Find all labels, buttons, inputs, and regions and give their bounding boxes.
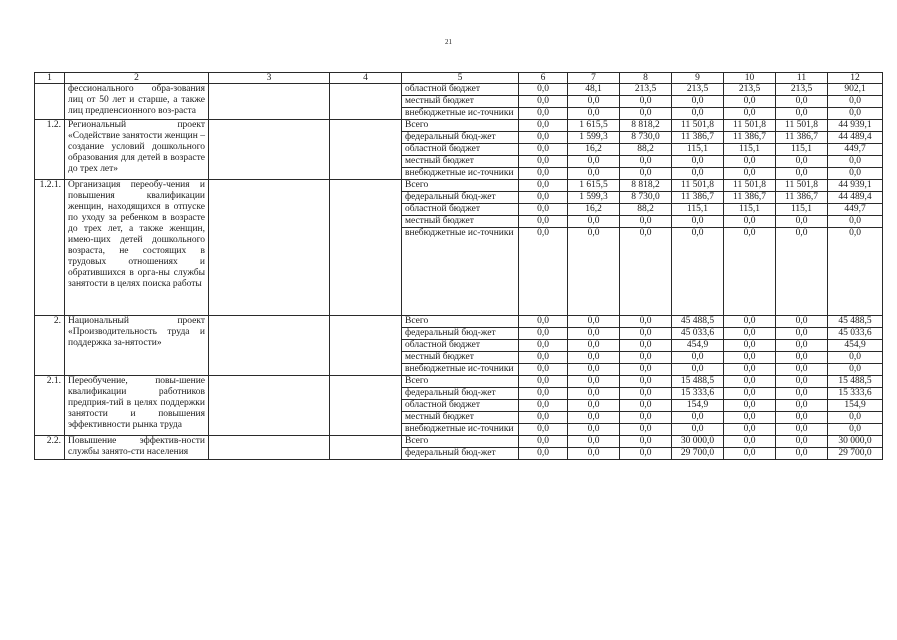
amount-cell: 0,0 (776, 424, 828, 436)
amount-cell: 0,0 (724, 388, 776, 400)
amount-cell: 115,1 (776, 144, 828, 156)
amount-cell: 0,0 (519, 156, 568, 168)
amount-cell: 0,0 (519, 376, 568, 388)
amount-cell: 0,0 (568, 376, 620, 388)
amount-cell: 15 488,5 (828, 376, 883, 388)
amount-cell: 0,0 (776, 316, 828, 328)
funding-source: областной бюджет (402, 340, 519, 352)
column-header: 9 (672, 73, 724, 84)
amount-cell: 0,0 (724, 424, 776, 436)
funding-source: федеральный бюд-жет (402, 192, 519, 204)
item-name: фессионального обра-зования лиц от 50 лет и старше, а также лиц предпенсионного воз-раста (65, 84, 209, 120)
budget-table (34, 72, 883, 460)
funding-source: Всего (402, 120, 519, 132)
amount-cell: 0,0 (519, 132, 568, 144)
amount-cell: 0,0 (620, 436, 672, 448)
amount-cell: 0,0 (568, 412, 620, 424)
amount-cell: 213,5 (724, 84, 776, 96)
amount-cell: 0,0 (519, 424, 568, 436)
amount-cell: 0,0 (828, 424, 883, 436)
amount-cell: 11 386,7 (672, 192, 724, 204)
funding-source: областной бюджет (402, 144, 519, 156)
amount-cell: 0,0 (519, 364, 568, 376)
amount-cell: 0,0 (568, 448, 620, 460)
amount-cell: 213,5 (776, 84, 828, 96)
amount-cell: 0,0 (776, 328, 828, 340)
amount-cell: 0,0 (776, 352, 828, 364)
amount-cell: 0,0 (672, 156, 724, 168)
responsible-cell (209, 316, 330, 376)
amount-cell: 0,0 (672, 364, 724, 376)
responsible-cell (209, 180, 330, 316)
amount-cell: 48,1 (568, 84, 620, 96)
amount-cell: 45 488,5 (672, 316, 724, 328)
amount-cell: 44 489,4 (828, 192, 883, 204)
amount-cell: 0,0 (672, 168, 724, 180)
amount-cell: 11 501,8 (776, 120, 828, 132)
amount-cell: 11 501,8 (672, 120, 724, 132)
funding-source: внебюджетные ис-точники (402, 228, 519, 316)
amount-cell: 29 700,0 (672, 448, 724, 460)
amount-cell: 0,0 (724, 436, 776, 448)
amount-cell: 0,0 (519, 144, 568, 156)
page-number: 21 (445, 38, 452, 46)
participant-cell (330, 84, 402, 120)
column-header: 5 (402, 73, 519, 84)
amount-cell: 0,0 (568, 388, 620, 400)
amount-cell: 8 818,2 (620, 180, 672, 192)
amount-cell: 0,0 (620, 108, 672, 120)
funding-source: федеральный бюд-жет (402, 388, 519, 400)
amount-cell: 11 386,7 (724, 192, 776, 204)
amount-cell: 15 488,5 (672, 376, 724, 388)
amount-cell: 0,0 (568, 216, 620, 228)
amount-cell: 0,0 (776, 376, 828, 388)
item-number: 2.2. (35, 436, 65, 460)
funding-source: областной бюджет (402, 84, 519, 96)
amount-cell: 0,0 (724, 156, 776, 168)
amount-cell: 11 386,7 (776, 132, 828, 144)
amount-cell: 0,0 (568, 364, 620, 376)
amount-cell: 0,0 (724, 364, 776, 376)
amount-cell: 0,0 (568, 96, 620, 108)
amount-cell: 0,0 (776, 228, 828, 316)
amount-cell: 154,9 (828, 400, 883, 412)
amount-cell: 0,0 (519, 204, 568, 216)
responsible-cell (209, 84, 330, 120)
amount-cell: 0,0 (828, 96, 883, 108)
funding-source: Всего (402, 316, 519, 328)
amount-cell: 16,2 (568, 204, 620, 216)
amount-cell: 0,0 (620, 156, 672, 168)
amount-cell: 0,0 (724, 316, 776, 328)
funding-source: внебюджетные ис-точники (402, 364, 519, 376)
participant-cell (330, 436, 402, 460)
column-header: 8 (620, 73, 672, 84)
amount-cell: 0,0 (568, 400, 620, 412)
item-name: Национальный проект «Производительность труда и поддержка за-нятости» (65, 316, 209, 376)
funding-source: внебюджетные ис-точники (402, 108, 519, 120)
amount-cell: 8 818,2 (620, 120, 672, 132)
amount-cell: 0,0 (672, 96, 724, 108)
amount-cell: 15 333,6 (828, 388, 883, 400)
amount-cell: 0,0 (519, 84, 568, 96)
responsible-cell (209, 120, 330, 180)
funding-source: федеральный бюд-жет (402, 448, 519, 460)
participant-cell (330, 120, 402, 180)
amount-cell: 0,0 (724, 340, 776, 352)
amount-cell: 11 501,8 (724, 180, 776, 192)
amount-cell: 0,0 (724, 96, 776, 108)
amount-cell: 0,0 (568, 328, 620, 340)
amount-cell: 29 700,0 (828, 448, 883, 460)
column-header: 4 (330, 73, 402, 84)
amount-cell: 0,0 (568, 424, 620, 436)
amount-cell: 0,0 (672, 424, 724, 436)
funding-source: Всего (402, 436, 519, 448)
amount-cell: 0,0 (620, 388, 672, 400)
funding-source: местный бюджет (402, 352, 519, 364)
column-header: 6 (519, 73, 568, 84)
header-row (35, 73, 883, 84)
participant-cell (330, 180, 402, 316)
funding-source: местный бюджет (402, 96, 519, 108)
table-row (35, 376, 883, 388)
responsible-cell (209, 376, 330, 436)
amount-cell: 1 599,3 (568, 192, 620, 204)
amount-cell: 45 488,5 (828, 316, 883, 328)
amount-cell: 0,0 (568, 228, 620, 316)
amount-cell: 0,0 (568, 156, 620, 168)
amount-cell: 0,0 (828, 228, 883, 316)
amount-cell: 0,0 (776, 400, 828, 412)
amount-cell: 449,7 (828, 204, 883, 216)
amount-cell: 0,0 (620, 168, 672, 180)
amount-cell: 0,0 (776, 108, 828, 120)
amount-cell: 0,0 (776, 156, 828, 168)
amount-cell: 30 000,0 (828, 436, 883, 448)
amount-cell: 0,0 (724, 228, 776, 316)
amount-cell: 0,0 (620, 352, 672, 364)
amount-cell: 0,0 (620, 412, 672, 424)
column-header: 12 (828, 73, 883, 84)
funding-source: федеральный бюд-жет (402, 328, 519, 340)
amount-cell: 0,0 (568, 168, 620, 180)
amount-cell: 0,0 (568, 108, 620, 120)
table-row (35, 120, 883, 132)
amount-cell: 0,0 (724, 400, 776, 412)
amount-cell: 0,0 (776, 340, 828, 352)
amount-cell: 11 386,7 (776, 192, 828, 204)
funding-source: областной бюджет (402, 400, 519, 412)
amount-cell: 0,0 (620, 340, 672, 352)
amount-cell: 0,0 (776, 448, 828, 460)
amount-cell: 0,0 (672, 216, 724, 228)
amount-cell: 1 615,5 (568, 120, 620, 132)
amount-cell: 0,0 (776, 216, 828, 228)
amount-cell: 115,1 (724, 144, 776, 156)
funding-source: Всего (402, 180, 519, 192)
amount-cell: 0,0 (672, 108, 724, 120)
amount-cell: 0,0 (776, 96, 828, 108)
item-name: Переобучение, повы-шение квалификации работников предприя-тий в целях поддержки занятости и повышения эффективности рынка труда (65, 376, 209, 436)
amount-cell: 0,0 (828, 412, 883, 424)
amount-cell: 0,0 (620, 400, 672, 412)
funding-source: внебюджетные ис-точники (402, 168, 519, 180)
table-row (35, 180, 883, 192)
amount-cell: 0,0 (724, 412, 776, 424)
amount-cell: 0,0 (620, 424, 672, 436)
column-header: 11 (776, 73, 828, 84)
amount-cell: 11 386,7 (724, 132, 776, 144)
amount-cell: 0,0 (724, 376, 776, 388)
column-header: 3 (209, 73, 330, 84)
amount-cell: 44 939,1 (828, 120, 883, 132)
amount-cell: 449,7 (828, 144, 883, 156)
amount-cell: 0,0 (519, 96, 568, 108)
amount-cell: 0,0 (568, 316, 620, 328)
amount-cell: 0,0 (519, 216, 568, 228)
column-header: 7 (568, 73, 620, 84)
column-header: 10 (724, 73, 776, 84)
amount-cell: 44 939,1 (828, 180, 883, 192)
amount-cell: 0,0 (828, 352, 883, 364)
responsible-cell (209, 436, 330, 460)
amount-cell: 11 386,7 (672, 132, 724, 144)
amount-cell: 45 033,6 (672, 328, 724, 340)
amount-cell: 0,0 (519, 120, 568, 132)
column-header: 1 (35, 73, 65, 84)
participant-cell (330, 376, 402, 436)
amount-cell: 213,5 (672, 84, 724, 96)
participant-cell (330, 316, 402, 376)
amount-cell: 0,0 (620, 316, 672, 328)
amount-cell: 1 615,5 (568, 180, 620, 192)
amount-cell: 8 730,0 (620, 192, 672, 204)
item-name: Региональный проект «Содействие занятости женщин – создание условий дошкольного образования для детей в возрасте до трех лет» (65, 120, 209, 180)
funding-source: федеральный бюд-жет (402, 132, 519, 144)
item-name: Повышение эффектив-ности службы занято-сти населения (65, 436, 209, 460)
amount-cell: 0,0 (828, 216, 883, 228)
amount-cell: 88,2 (620, 144, 672, 156)
amount-cell: 0,0 (672, 228, 724, 316)
amount-cell: 0,0 (776, 364, 828, 376)
amount-cell: 0,0 (519, 180, 568, 192)
funding-source: внебюджетные ис-точники (402, 424, 519, 436)
amount-cell: 0,0 (568, 340, 620, 352)
amount-cell: 11 501,8 (724, 120, 776, 132)
amount-cell: 45 033,6 (828, 328, 883, 340)
amount-cell: 454,9 (828, 340, 883, 352)
amount-cell: 0,0 (828, 168, 883, 180)
amount-cell: 0,0 (724, 328, 776, 340)
amount-cell: 0,0 (519, 228, 568, 316)
amount-cell: 15 333,6 (672, 388, 724, 400)
amount-cell: 0,0 (519, 352, 568, 364)
amount-cell: 0,0 (568, 352, 620, 364)
amount-cell: 0,0 (620, 96, 672, 108)
amount-cell: 213,5 (620, 84, 672, 96)
item-number: 1.2.1. (35, 180, 65, 316)
amount-cell: 115,1 (672, 144, 724, 156)
amount-cell: 115,1 (672, 204, 724, 216)
item-number: 2. (35, 316, 65, 376)
table-row (35, 84, 883, 96)
amount-cell: 0,0 (519, 436, 568, 448)
amount-cell: 0,0 (828, 364, 883, 376)
amount-cell: 0,0 (776, 168, 828, 180)
amount-cell: 0,0 (776, 412, 828, 424)
amount-cell: 0,0 (519, 328, 568, 340)
amount-cell: 1 599,3 (568, 132, 620, 144)
item-number: 1.2. (35, 120, 65, 180)
amount-cell: 0,0 (724, 168, 776, 180)
amount-cell: 0,0 (672, 412, 724, 424)
amount-cell: 0,0 (724, 216, 776, 228)
table-row (35, 316, 883, 328)
amount-cell: 0,0 (519, 192, 568, 204)
amount-cell: 16,2 (568, 144, 620, 156)
funding-source: местный бюджет (402, 156, 519, 168)
amount-cell: 115,1 (776, 204, 828, 216)
amount-cell: 0,0 (776, 436, 828, 448)
amount-cell: 0,0 (519, 108, 568, 120)
amount-cell: 0,0 (519, 168, 568, 180)
amount-cell: 11 501,8 (672, 180, 724, 192)
amount-cell: 0,0 (724, 448, 776, 460)
amount-cell: 0,0 (620, 328, 672, 340)
amount-cell: 0,0 (519, 388, 568, 400)
amount-cell: 0,0 (724, 352, 776, 364)
amount-cell: 0,0 (672, 352, 724, 364)
amount-cell: 11 501,8 (776, 180, 828, 192)
amount-cell: 0,0 (519, 412, 568, 424)
amount-cell: 0,0 (620, 228, 672, 316)
amount-cell: 0,0 (620, 376, 672, 388)
funding-source: областной бюджет (402, 204, 519, 216)
amount-cell: 44 489,4 (828, 132, 883, 144)
item-name: Организация переобу-чения и повышения квалификации женщин, находящихся в отпуске по уходу за ребенком в возрасте до трех лет, а также женщин, имею-щих детей дошкольного возраста, не состоящих в трудовых отношениях и обратившихся в орга-ны службы занятости в целях поиска работы (65, 180, 209, 316)
amount-cell: 902,1 (828, 84, 883, 96)
amount-cell: 0,0 (776, 388, 828, 400)
amount-cell: 8 730,0 (620, 132, 672, 144)
funding-source: Всего (402, 376, 519, 388)
item-number (35, 84, 65, 120)
amount-cell: 0,0 (519, 340, 568, 352)
amount-cell: 0,0 (828, 156, 883, 168)
amount-cell: 30 000,0 (672, 436, 724, 448)
funding-source: местный бюджет (402, 412, 519, 424)
amount-cell: 115,1 (724, 204, 776, 216)
amount-cell: 0,0 (828, 108, 883, 120)
column-header: 2 (65, 73, 209, 84)
amount-cell: 0,0 (519, 316, 568, 328)
amount-cell: 0,0 (519, 400, 568, 412)
amount-cell: 0,0 (620, 448, 672, 460)
amount-cell: 0,0 (620, 364, 672, 376)
amount-cell: 0,0 (568, 436, 620, 448)
table-row (35, 436, 883, 448)
amount-cell: 454,9 (672, 340, 724, 352)
amount-cell: 0,0 (724, 108, 776, 120)
amount-cell: 154,9 (672, 400, 724, 412)
funding-source: местный бюджет (402, 216, 519, 228)
item-number: 2.1. (35, 376, 65, 436)
amount-cell: 88,2 (620, 204, 672, 216)
amount-cell: 0,0 (620, 216, 672, 228)
amount-cell: 0,0 (519, 448, 568, 460)
